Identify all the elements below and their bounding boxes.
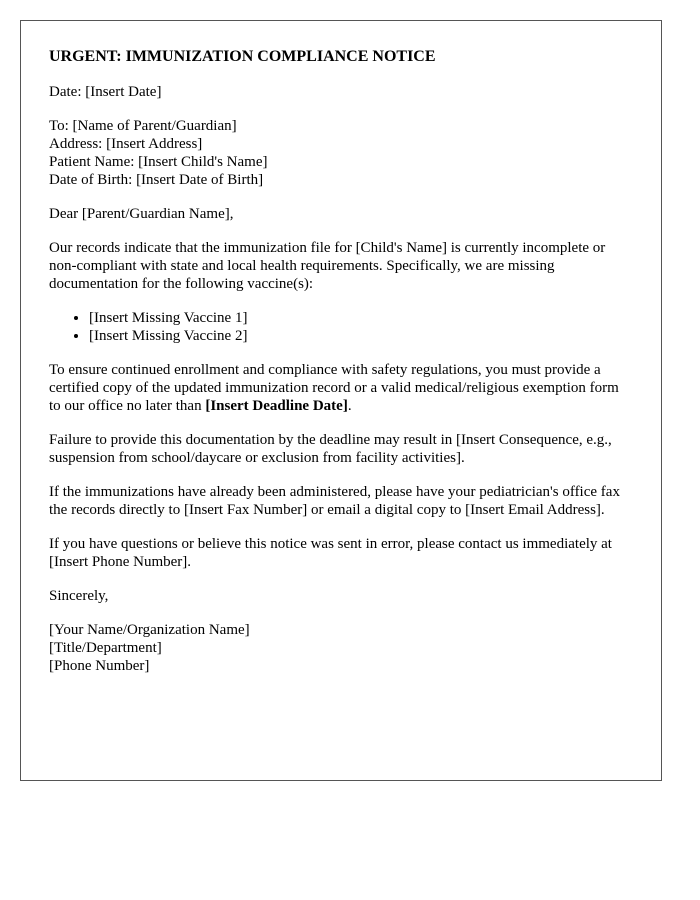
paragraph-requirement bbox=[49, 361, 633, 415]
recipient-address: Address: [Insert Address] bbox=[49, 136, 203, 152]
paragraph-records: Our records indicate that the immunization file for [Child's Name] is currently incomplete or non-compliant with state and local health requirements. Specifically, we are missing documentation for the following vaccine(s): bbox=[49, 240, 606, 292]
recipient-block bbox=[49, 117, 633, 189]
patient-name: Patient Name: [Insert Child's Name] bbox=[49, 154, 268, 170]
closing: Sincerely, bbox=[49, 588, 109, 604]
paragraph-fax-email: If the immunizations have already been administered, please have your pediatrician's office fax the records directly to [Insert Fax Number] or email a digital copy to [Insert Email Address]. bbox=[49, 484, 620, 518]
list-item: • [Insert Missing Vaccine 1] bbox=[89, 309, 633, 327]
signature-title: [Title/Department] bbox=[49, 640, 162, 656]
requirement-text: To ensure continued enrollment and compliance with safety regulations, you must provide a certified copy of the updated immunization record or a valid medical/religious exemption form to our office no later than bbox=[49, 362, 619, 414]
salutation: Dear [Parent/Guardian Name], bbox=[49, 206, 234, 222]
signature-name: [Your Name/Organization Name] bbox=[49, 622, 250, 638]
signature-block bbox=[49, 621, 633, 675]
paragraph-consequence: Failure to provide this documentation by the deadline may result in [Insert Consequence, e.g., suspension from school/daycare or exclusion from facility activities]. bbox=[49, 432, 612, 466]
requirement-end: . bbox=[347, 398, 352, 414]
missing-vaccine-list bbox=[49, 309, 633, 345]
recipient-to: To: [Name of Parent/Guardian] bbox=[49, 118, 237, 134]
document-title: URGENT: IMMUNIZATION COMPLIANCE NOTICE bbox=[49, 48, 436, 65]
paragraph-contact: If you have questions or believe this notice was sent in error, please contact us immediately at [Insert Phone Number]. bbox=[49, 536, 612, 570]
list-item: • [Insert Missing Vaccine 2] bbox=[89, 327, 633, 345]
date-line: Date: [Insert Date] bbox=[49, 84, 162, 100]
deadline-date: [Insert Deadline Date] bbox=[205, 398, 348, 414]
date-of-birth: Date of Birth: [Insert Date of Birth] bbox=[49, 172, 264, 188]
signature-phone: [Phone Number] bbox=[49, 658, 150, 674]
notice-document bbox=[20, 20, 662, 781]
